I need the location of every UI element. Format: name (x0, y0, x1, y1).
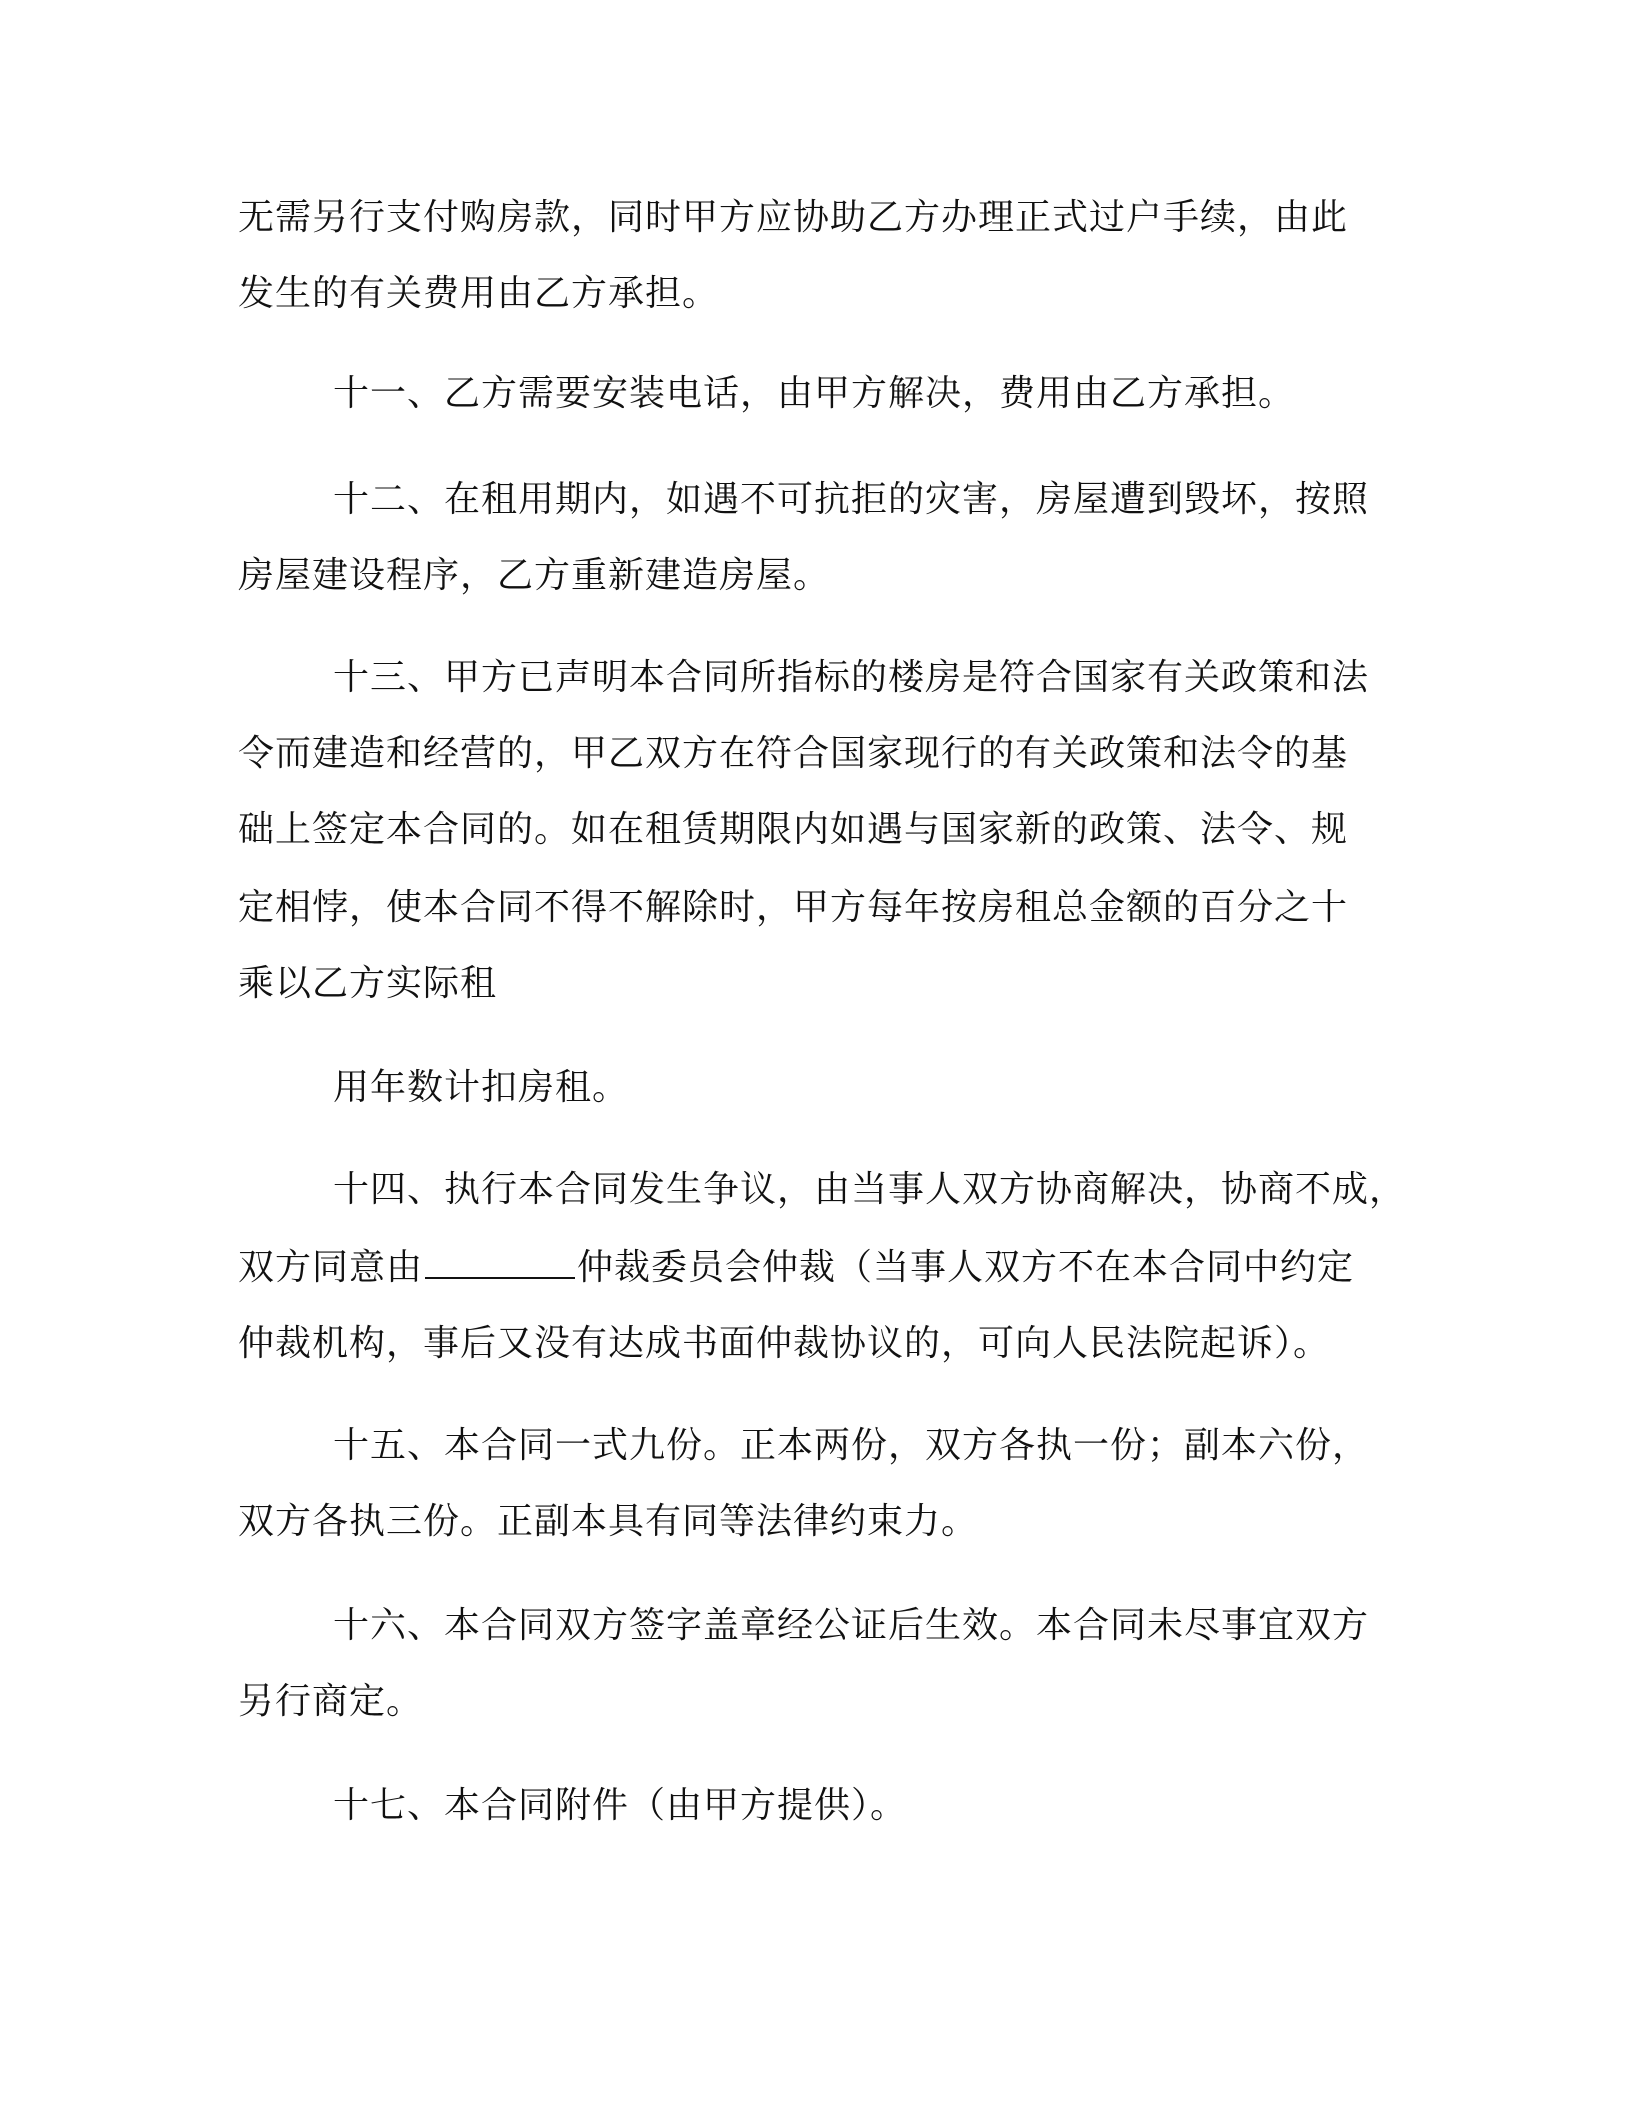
clause-13: 十三、甲方已声明本合同所指标的楼房是符合国家有关政策和法 (333, 657, 1370, 698)
clause-15: 十五、本合同一式九份。正本两份，双方各执一份；副本六份， (333, 1425, 1370, 1466)
text-line: 发生的有关费用由乙方承担。 (238, 273, 720, 314)
text-line: 用年数计扣房租。 (333, 1067, 630, 1108)
text-line: 无需另行支付购房款，同时甲方应协助乙方办理正式过户手续，由此 (238, 197, 1349, 238)
clause-12: 十二、在租用期内，如遇不可抗拒的灾害，房屋遭到毁坏，按照 (333, 479, 1370, 520)
text-line: 双方各执三份。正副本具有同等法律约束力。 (238, 1501, 979, 1542)
arbitration-blank-field (425, 1247, 575, 1279)
text-line: 础上签定本合同的。如在租赁期限内如遇与国家新的政策、法令、规 (238, 809, 1349, 850)
clause-14: 十四、执行本合同发生争议，由当事人双方协商解决，协商不成， (333, 1169, 1407, 1210)
text-line: 房屋建设程序，乙方重新建造房屋。 (238, 555, 831, 596)
text-line-with-blank (238, 1246, 1354, 1290)
text-line: 另行商定。 (238, 1681, 424, 1722)
text-line: 乘以乙方实际租 (238, 963, 498, 1004)
text-line: 定相悖，使本合同不得不解除时，甲方每年按房租总金额的百分之十 (238, 887, 1349, 928)
clause-11: 十一、乙方需要安装电话，由甲方解决，费用由乙方承担。 (333, 373, 1296, 414)
text-line: 仲裁机构，事后又没有达成书面仲裁协议的，可向人民法院起诉）。 (238, 1323, 1331, 1364)
text-segment: 双方同意由 (238, 1247, 424, 1288)
clause-16: 十六、本合同双方签字盖章经公证后生效。本合同未尽事宜双方 (333, 1605, 1370, 1646)
text-segment: 仲裁委员会仲裁（当事人双方不在本合同中约定 (577, 1247, 1355, 1288)
clause-17: 十七、本合同附件（由甲方提供）。 (333, 1785, 908, 1826)
text-line: 令而建造和经营的，甲乙双方在符合国家现行的有关政策和法令的基 (238, 733, 1349, 774)
